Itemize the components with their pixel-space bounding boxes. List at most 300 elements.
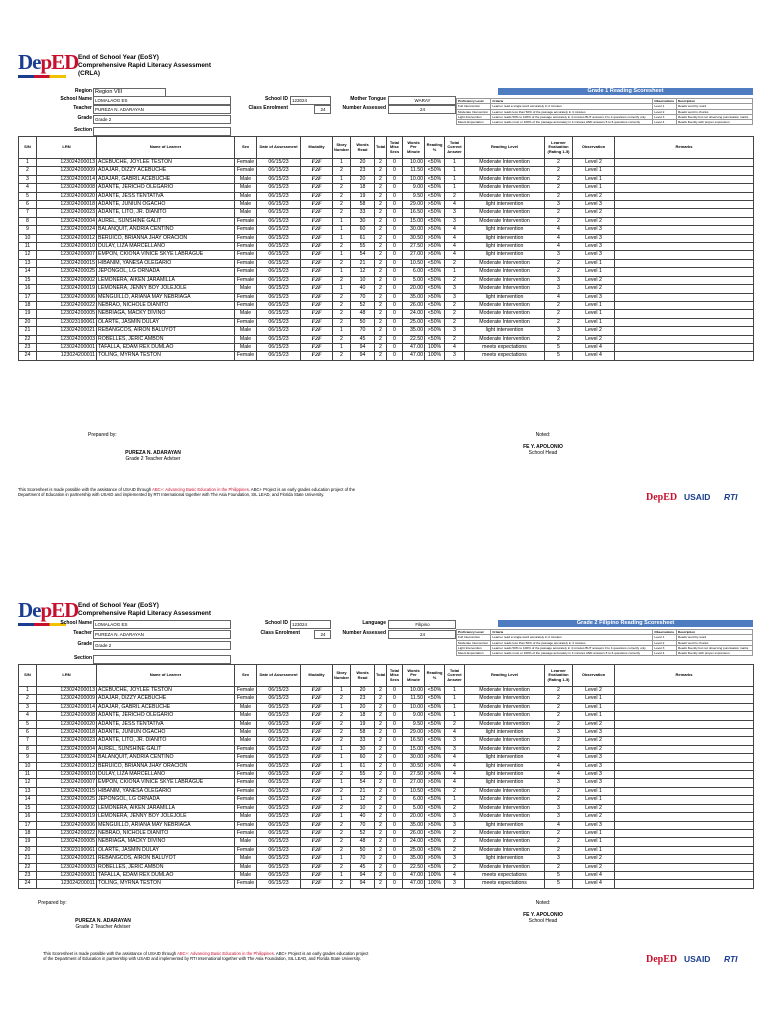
cell-wpm[interactable]: 27.50 (403, 243, 425, 251)
cell-reading-level[interactable]: light intervention (465, 754, 545, 762)
cell-total-correct[interactable]: 2 (445, 863, 465, 871)
cell-words-read[interactable]: 54 (351, 779, 375, 787)
cell-learner-eval[interactable]: 2 (545, 175, 573, 183)
cell-words-read[interactable]: 19 (351, 720, 375, 728)
cell-learner-eval[interactable]: 2 (545, 259, 573, 267)
cell-remarks[interactable] (615, 871, 754, 879)
cell-story[interactable]: 1 (333, 762, 351, 770)
cell-sn[interactable]: 22 (19, 335, 37, 343)
cell-remarks[interactable] (615, 209, 754, 217)
cell-sex[interactable]: Male (235, 838, 257, 846)
cell-lrn[interactable]: 123024200021 (37, 855, 97, 863)
cell-miscues[interactable]: 0 (387, 310, 403, 318)
cell-observation[interactable]: Level 3 (573, 243, 615, 251)
cell-story[interactable]: 2 (333, 863, 351, 871)
cell-lrn[interactable]: 123024200005 (37, 310, 97, 318)
cell-learner-name[interactable]: ADANTE, JERICHO OLEGARIO (97, 712, 235, 720)
cell-total-correct[interactable]: 4 (445, 762, 465, 770)
cell-reading-level[interactable]: Moderate Intervention (465, 796, 545, 804)
cell-modality[interactable]: F2F (301, 243, 333, 251)
cell-total-correct[interactable]: 3 (445, 352, 465, 360)
cell-miscues[interactable]: 0 (387, 880, 403, 888)
cell-remarks[interactable] (615, 779, 754, 787)
cell-story[interactable]: 1 (333, 703, 351, 711)
cell-story[interactable]: 1 (333, 268, 351, 276)
cell-total-correct[interactable]: 1 (445, 175, 465, 183)
cell-miscues[interactable]: 0 (387, 335, 403, 343)
cell-sn[interactable]: 21 (19, 855, 37, 863)
cell-lrn[interactable]: 123024200010 (37, 771, 97, 779)
cell-miscues[interactable]: 0 (387, 343, 403, 351)
cell-wpm[interactable]: 16.50 (403, 737, 425, 745)
cell-learner-name[interactable]: TAFALLA, EDAM REX DUMLAO (97, 871, 235, 879)
cell-reading-pct[interactable]: <50% (425, 310, 445, 318)
cell-story[interactable]: 2 (333, 184, 351, 192)
cell-lrn[interactable]: 123024200022 (37, 829, 97, 837)
cell-miscues[interactable]: 0 (387, 167, 403, 175)
cell-wpm[interactable]: 47.00 (403, 871, 425, 879)
cell-words-read[interactable]: 45 (351, 335, 375, 343)
cell-remarks[interactable] (615, 175, 754, 183)
cell-learner-eval[interactable]: 4 (545, 293, 573, 301)
cell-wpm[interactable]: 25.00 (403, 318, 425, 326)
cell-sn[interactable]: 10 (19, 762, 37, 770)
cell-reading-pct[interactable]: >50% (425, 293, 445, 301)
cell-reading-pct[interactable]: <50% (425, 712, 445, 720)
cell-total-correct[interactable]: 3 (445, 821, 465, 829)
cell-words-read[interactable]: 70 (351, 293, 375, 301)
cell-lrn[interactable]: 123024200013 (37, 687, 97, 695)
grade-field[interactable]: Grade 2 (93, 115, 231, 124)
cell-reading-pct[interactable]: 100% (425, 880, 445, 888)
cell-reading-pct[interactable]: <50% (425, 276, 445, 284)
cell-learner-name[interactable]: ADANTE, JERICHO OLEGARIO (97, 184, 235, 192)
cell-story[interactable]: 1 (333, 327, 351, 335)
cell-reading-level[interactable]: light intervention (465, 855, 545, 863)
cell-miscues[interactable]: 0 (387, 293, 403, 301)
number-assessed-field[interactable]: 24 (388, 630, 456, 639)
cell-miscues[interactable]: 0 (387, 720, 403, 728)
cell-reading-pct[interactable]: >50% (425, 771, 445, 779)
cell-reading-pct[interactable]: <50% (425, 285, 445, 293)
cell-modality[interactable]: F2F (301, 762, 333, 770)
cell-sn[interactable]: 12 (19, 779, 37, 787)
cell-reading-pct[interactable]: >50% (425, 226, 445, 234)
cell-total[interactable]: 2 (375, 352, 387, 360)
cell-lrn[interactable]: 123024200019 (37, 813, 97, 821)
cell-miscues[interactable]: 0 (387, 829, 403, 837)
cell-words-read[interactable]: 21 (351, 787, 375, 795)
cell-wpm[interactable]: 30.50 (403, 762, 425, 770)
cell-learner-eval[interactable]: 2 (545, 846, 573, 854)
cell-miscues[interactable]: 0 (387, 234, 403, 242)
cell-reading-level[interactable]: Moderate Intervention (465, 804, 545, 812)
school-id-field[interactable]: 123024 (290, 620, 331, 629)
cell-total[interactable]: 2 (375, 712, 387, 720)
cell-story[interactable]: 2 (333, 712, 351, 720)
cell-sn[interactable]: 20 (19, 846, 37, 854)
cell-wpm[interactable]: 10.00 (403, 159, 425, 167)
cell-remarks[interactable] (615, 796, 754, 804)
cell-wpm[interactable]: 15.00 (403, 745, 425, 753)
cell-total-correct[interactable]: 1 (445, 712, 465, 720)
cell-reading-pct[interactable]: <50% (425, 787, 445, 795)
cell-observation[interactable]: Level 3 (573, 293, 615, 301)
cell-miscues[interactable]: 0 (387, 771, 403, 779)
region-field[interactable]: Region VIII (93, 88, 166, 97)
cell-total[interactable]: 2 (375, 175, 387, 183)
cell-learner-eval[interactable]: 2 (545, 796, 573, 804)
cell-words-read[interactable]: 94 (351, 343, 375, 351)
cell-observation[interactable]: Level 2 (573, 335, 615, 343)
cell-lrn[interactable]: 123024200009 (37, 695, 97, 703)
cell-miscues[interactable]: 0 (387, 268, 403, 276)
cell-wpm[interactable]: 11.50 (403, 695, 425, 703)
cell-modality[interactable]: F2F (301, 276, 333, 284)
cell-lrn[interactable]: 123024200020 (37, 192, 97, 200)
cell-learner-name[interactable]: TOLING, MYRNA TESTON (97, 880, 235, 888)
cell-reading-pct[interactable]: <50% (425, 301, 445, 309)
cell-observation[interactable]: Level 3 (573, 762, 615, 770)
cell-words-read[interactable]: 10 (351, 804, 375, 812)
cell-sex[interactable]: Male (235, 335, 257, 343)
cell-total[interactable]: 2 (375, 829, 387, 837)
cell-wpm[interactable]: 24.00 (403, 310, 425, 318)
cell-remarks[interactable] (615, 863, 754, 871)
cell-miscues[interactable]: 0 (387, 863, 403, 871)
cell-total-correct[interactable]: 2 (445, 720, 465, 728)
school-name-field[interactable]: LOMALAOG ES (93, 96, 231, 105)
cell-reading-pct[interactable]: >50% (425, 762, 445, 770)
cell-sn[interactable]: 11 (19, 771, 37, 779)
cell-total-correct[interactable]: 3 (445, 737, 465, 745)
cell-remarks[interactable] (615, 184, 754, 192)
cell-learner-eval[interactable]: 4 (545, 754, 573, 762)
cell-reading-pct[interactable]: 100% (425, 871, 445, 879)
cell-sn[interactable]: 15 (19, 276, 37, 284)
cell-learner-eval[interactable]: 5 (545, 871, 573, 879)
cell-reading-level[interactable]: light intervention (465, 779, 545, 787)
cell-date[interactable]: 06/15/23 (257, 201, 301, 209)
cell-reading-pct[interactable]: <50% (425, 159, 445, 167)
cell-modality[interactable]: F2F (301, 846, 333, 854)
cell-words-read[interactable]: 61 (351, 234, 375, 242)
cell-story[interactable]: 2 (333, 729, 351, 737)
cell-reading-level[interactable]: Moderate Intervention (465, 167, 545, 175)
cell-total[interactable]: 2 (375, 796, 387, 804)
cell-lrn[interactable]: 123024200008 (37, 712, 97, 720)
cell-modality[interactable]: F2F (301, 871, 333, 879)
cell-remarks[interactable] (615, 729, 754, 737)
cell-reading-level[interactable]: Moderate Intervention (465, 310, 545, 318)
cell-learner-name[interactable]: ADANTE, JUNIUN OGACHO (97, 201, 235, 209)
cell-words-read[interactable]: 12 (351, 796, 375, 804)
cell-miscues[interactable]: 0 (387, 175, 403, 183)
cell-lrn[interactable]: 123024200018 (37, 201, 97, 209)
cell-date[interactable]: 06/15/23 (257, 192, 301, 200)
cell-date[interactable]: 06/15/23 (257, 687, 301, 695)
cell-learner-name[interactable]: LEMONERA, JENNY BOY JOLEJOLE (97, 285, 235, 293)
cell-reading-pct[interactable]: <50% (425, 209, 445, 217)
cell-total-correct[interactable]: 1 (445, 159, 465, 167)
cell-modality[interactable]: F2F (301, 720, 333, 728)
cell-learner-eval[interactable]: 2 (545, 745, 573, 753)
cell-observation[interactable]: Level 2 (573, 804, 615, 812)
teacher-field[interactable]: PUREZA N. ADARAYAN (93, 105, 231, 114)
cell-sn[interactable]: 3 (19, 703, 37, 711)
cell-modality[interactable]: F2F (301, 737, 333, 745)
cell-modality[interactable]: F2F (301, 771, 333, 779)
cell-remarks[interactable] (615, 703, 754, 711)
cell-learner-eval[interactable]: 5 (545, 880, 573, 888)
cell-total[interactable]: 2 (375, 184, 387, 192)
cell-learner-name[interactable]: HIBANIM, YANESA OLEGARIO (97, 787, 235, 795)
cell-story[interactable]: 1 (333, 159, 351, 167)
cell-modality[interactable]: F2F (301, 285, 333, 293)
cell-sn[interactable]: 9 (19, 226, 37, 234)
cell-learner-eval[interactable]: 2 (545, 159, 573, 167)
cell-reading-pct[interactable]: >50% (425, 779, 445, 787)
cell-lrn[interactable]: 123024200001 (37, 343, 97, 351)
cell-wpm[interactable]: 9.50 (403, 192, 425, 200)
cell-modality[interactable]: F2F (301, 217, 333, 225)
cell-sex[interactable]: Male (235, 729, 257, 737)
cell-lrn[interactable]: 123023190061 (37, 318, 97, 326)
cell-wpm[interactable]: 10.00 (403, 703, 425, 711)
cell-story[interactable]: 2 (333, 695, 351, 703)
cell-learner-eval[interactable]: 3 (545, 201, 573, 209)
cell-learner-eval[interactable]: 2 (545, 167, 573, 175)
cell-sex[interactable]: Female (235, 301, 257, 309)
cell-modality[interactable]: F2F (301, 787, 333, 795)
cell-reading-pct[interactable]: <50% (425, 703, 445, 711)
cell-remarks[interactable] (615, 234, 754, 242)
cell-story[interactable]: 2 (333, 201, 351, 209)
cell-total[interactable]: 2 (375, 226, 387, 234)
cell-date[interactable]: 06/15/23 (257, 838, 301, 846)
cell-reading-pct[interactable]: >50% (425, 251, 445, 259)
cell-learner-name[interactable]: LEMONERA, AIKEN JARAMILLA (97, 276, 235, 284)
cell-learner-eval[interactable]: 2 (545, 712, 573, 720)
cell-remarks[interactable] (615, 293, 754, 301)
cell-reading-level[interactable]: Moderate Intervention (465, 838, 545, 846)
cell-total[interactable]: 2 (375, 192, 387, 200)
cell-story[interactable]: 2 (333, 192, 351, 200)
cell-sex[interactable]: Female (235, 846, 257, 854)
cell-total-correct[interactable]: 4 (445, 234, 465, 242)
cell-learner-name[interactable]: MENGUILLO, ARIANA MAY NEBRIAGA (97, 293, 235, 301)
cell-sn[interactable]: 16 (19, 285, 37, 293)
cell-learner-name[interactable]: OLARTE, JASMIN DULAY (97, 846, 235, 854)
cell-total-correct[interactable]: 4 (445, 779, 465, 787)
cell-remarks[interactable] (615, 838, 754, 846)
cell-reading-level[interactable]: Moderate Intervention (465, 301, 545, 309)
cell-wpm[interactable]: 29.00 (403, 729, 425, 737)
cell-miscues[interactable]: 0 (387, 243, 403, 251)
cell-total-correct[interactable]: 4 (445, 243, 465, 251)
cell-lrn[interactable]: 123024200006 (37, 821, 97, 829)
cell-learner-name[interactable]: LEMONERA, AIKEN JARAMILLA (97, 804, 235, 812)
cell-total[interactable]: 2 (375, 343, 387, 351)
cell-observation[interactable]: Level 4 (573, 343, 615, 351)
cell-learner-eval[interactable]: 5 (545, 343, 573, 351)
cell-story[interactable]: 2 (333, 318, 351, 326)
cell-wpm[interactable]: 9.00 (403, 712, 425, 720)
cell-learner-name[interactable]: ROBELLES, JERIC AMBON (97, 863, 235, 871)
cell-sn[interactable]: 4 (19, 712, 37, 720)
cell-date[interactable]: 06/15/23 (257, 285, 301, 293)
cell-remarks[interactable] (615, 217, 754, 225)
cell-story[interactable]: 1 (333, 779, 351, 787)
cell-total-correct[interactable]: 1 (445, 796, 465, 804)
cell-lrn[interactable]: 123024200002 (37, 276, 97, 284)
cell-learner-eval[interactable]: 2 (545, 209, 573, 217)
cell-reading-level[interactable]: Moderate Intervention (465, 687, 545, 695)
cell-lrn[interactable]: 123024200010 (37, 243, 97, 251)
cell-wpm[interactable]: 5.00 (403, 804, 425, 812)
cell-learner-name[interactable]: HIBANIM, YANESA OLEGARIO (97, 259, 235, 267)
cell-sex[interactable]: Female (235, 318, 257, 326)
cell-total-correct[interactable]: 2 (445, 335, 465, 343)
cell-learner-eval[interactable]: 4 (545, 821, 573, 829)
cell-wpm[interactable]: 47.00 (403, 352, 425, 360)
cell-learner-name[interactable]: ADANTE, LITO, JR. DIANITO (97, 737, 235, 745)
cell-sex[interactable]: Male (235, 285, 257, 293)
cell-reading-pct[interactable]: <50% (425, 813, 445, 821)
cell-miscues[interactable]: 0 (387, 871, 403, 879)
cell-observation[interactable]: Level 3 (573, 729, 615, 737)
cell-miscues[interactable]: 0 (387, 687, 403, 695)
cell-modality[interactable]: F2F (301, 838, 333, 846)
cell-total-correct[interactable]: 2 (445, 318, 465, 326)
cell-story[interactable]: 1 (333, 217, 351, 225)
cell-wpm[interactable]: 25.00 (403, 846, 425, 854)
cell-remarks[interactable] (615, 259, 754, 267)
cell-total[interactable]: 2 (375, 762, 387, 770)
cell-learner-name[interactable]: EMPON, CKIONA VINICE SKYE LABRAGUE (97, 779, 235, 787)
cell-learner-eval[interactable]: 2 (545, 335, 573, 343)
cell-reading-pct[interactable]: >50% (425, 754, 445, 762)
cell-learner-eval[interactable]: 2 (545, 720, 573, 728)
cell-sn[interactable]: 19 (19, 310, 37, 318)
cell-learner-eval[interactable]: 2 (545, 192, 573, 200)
cell-reading-level[interactable]: light intervention (465, 327, 545, 335)
cell-date[interactable]: 06/15/23 (257, 703, 301, 711)
cell-sn[interactable]: 11 (19, 243, 37, 251)
cell-lrn[interactable]: 123024200003 (37, 863, 97, 871)
cell-learner-eval[interactable]: 2 (545, 703, 573, 711)
cell-lrn[interactable]: 123024200020 (37, 720, 97, 728)
cell-observation[interactable]: Level 1 (573, 184, 615, 192)
cell-learner-eval[interactable]: 3 (545, 813, 573, 821)
cell-sn[interactable]: 15 (19, 804, 37, 812)
cell-words-read[interactable]: 33 (351, 737, 375, 745)
cell-modality[interactable]: F2F (301, 209, 333, 217)
cell-words-read[interactable]: 61 (351, 762, 375, 770)
cell-learner-eval[interactable]: 3 (545, 285, 573, 293)
teacher-field[interactable]: PUREZA N. ADARAYAN (93, 630, 231, 639)
cell-date[interactable]: 06/15/23 (257, 327, 301, 335)
cell-date[interactable]: 06/15/23 (257, 771, 301, 779)
cell-miscues[interactable]: 0 (387, 712, 403, 720)
cell-lrn[interactable]: 123024200011 (37, 352, 97, 360)
cell-remarks[interactable] (615, 159, 754, 167)
cell-learner-name[interactable]: ADANTE, LITO, JR. DIANITO (97, 209, 235, 217)
cell-miscues[interactable]: 0 (387, 695, 403, 703)
cell-date[interactable]: 06/15/23 (257, 821, 301, 829)
cell-date[interactable]: 06/15/23 (257, 787, 301, 795)
cell-lrn[interactable]: 123024200002 (37, 804, 97, 812)
cell-learner-eval[interactable]: 3 (545, 327, 573, 335)
cell-reading-level[interactable]: Moderate Intervention (465, 285, 545, 293)
cell-sn[interactable]: 20 (19, 318, 37, 326)
cell-sex[interactable]: Female (235, 352, 257, 360)
cell-total[interactable]: 2 (375, 276, 387, 284)
cell-date[interactable]: 06/15/23 (257, 335, 301, 343)
cell-words-read[interactable]: 55 (351, 771, 375, 779)
cell-reading-pct[interactable]: <50% (425, 184, 445, 192)
cell-learner-eval[interactable]: 2 (545, 829, 573, 837)
cell-total-correct[interactable]: 1 (445, 167, 465, 175)
cell-total[interactable]: 2 (375, 729, 387, 737)
cell-words-read[interactable]: 55 (351, 243, 375, 251)
cell-story[interactable]: 1 (333, 343, 351, 351)
cell-reading-level[interactable]: Moderate Intervention (465, 863, 545, 871)
cell-story[interactable]: 2 (333, 838, 351, 846)
cell-date[interactable]: 06/15/23 (257, 276, 301, 284)
cell-remarks[interactable] (615, 251, 754, 259)
cell-sex[interactable]: Male (235, 813, 257, 821)
cell-miscues[interactable]: 0 (387, 821, 403, 829)
cell-modality[interactable]: F2F (301, 880, 333, 888)
cell-modality[interactable]: F2F (301, 175, 333, 183)
cell-total[interactable]: 2 (375, 268, 387, 276)
cell-learner-eval[interactable]: 2 (545, 318, 573, 326)
cell-wpm[interactable]: 35.00 (403, 327, 425, 335)
cell-reading-pct[interactable]: <50% (425, 804, 445, 812)
cell-modality[interactable]: F2F (301, 821, 333, 829)
cell-total-correct[interactable]: 2 (445, 301, 465, 309)
cell-wpm[interactable]: 47.00 (403, 880, 425, 888)
cell-story[interactable]: 2 (333, 209, 351, 217)
cell-observation[interactable]: Level 2 (573, 327, 615, 335)
cell-date[interactable]: 06/15/23 (257, 184, 301, 192)
cell-modality[interactable]: F2F (301, 251, 333, 259)
cell-sex[interactable]: Female (235, 268, 257, 276)
cell-learner-eval[interactable]: 2 (545, 184, 573, 192)
cell-reading-pct[interactable]: 100% (425, 343, 445, 351)
cell-miscues[interactable]: 0 (387, 838, 403, 846)
cell-words-read[interactable]: 18 (351, 712, 375, 720)
cell-words-read[interactable]: 70 (351, 821, 375, 829)
cell-words-read[interactable]: 94 (351, 871, 375, 879)
cell-total[interactable]: 2 (375, 335, 387, 343)
cell-total-correct[interactable]: 2 (445, 276, 465, 284)
cell-total[interactable]: 2 (375, 745, 387, 753)
cell-miscues[interactable]: 0 (387, 251, 403, 259)
cell-reading-level[interactable]: Moderate Intervention (465, 787, 545, 795)
cell-modality[interactable]: F2F (301, 352, 333, 360)
cell-wpm[interactable]: 30.00 (403, 754, 425, 762)
cell-modality[interactable]: F2F (301, 268, 333, 276)
cell-lrn[interactable]: 123024200019 (37, 285, 97, 293)
cell-remarks[interactable] (615, 335, 754, 343)
cell-total-correct[interactable]: 2 (445, 310, 465, 318)
cell-learner-eval[interactable]: 2 (545, 310, 573, 318)
cell-miscues[interactable]: 0 (387, 209, 403, 217)
number-assessed-field[interactable]: 24 (388, 105, 456, 114)
cell-learner-name[interactable]: BALANQUIT, ANDRIA CENTINO (97, 226, 235, 234)
